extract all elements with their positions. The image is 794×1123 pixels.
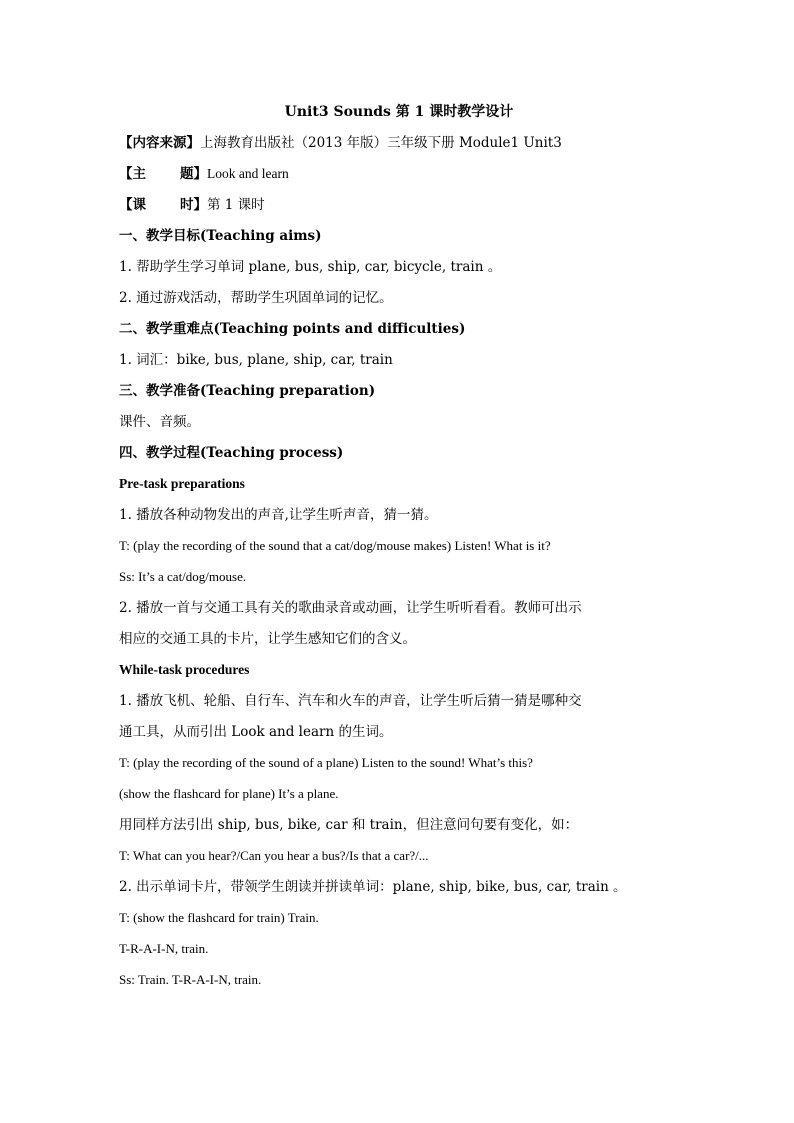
topic-label-left: 【主 bbox=[119, 166, 146, 182]
while-task-item-1-line-1: 1. 播放飞机、轮船、自行车、汽车和火车的声音，让学生听后猜一猜是哪种交 bbox=[119, 693, 582, 709]
while-task-item-1-line-2: 通工具，从而引出 Look and learn 的生词。 bbox=[119, 724, 393, 740]
topic-line bbox=[119, 163, 679, 194]
pre-task-teacher-line: T: (play the recording of the sound that a cat/dog/mouse makes) Listen! What is it? bbox=[119, 538, 551, 553]
aim-item-2: 2. 通过游戏活动，帮助学生巩固单词的记忆。 bbox=[119, 290, 393, 306]
while-task-spelling-line: T-R-A-I-N, train. bbox=[119, 941, 209, 956]
while-task-teacher-line-4: T: (show the flashcard for train) Train. bbox=[119, 910, 319, 925]
while-task-teacher-line-2: (show the flashcard for plane) It’s a plane. bbox=[119, 786, 339, 801]
topic-value: Look and learn bbox=[207, 166, 289, 181]
source-line bbox=[119, 132, 679, 163]
source-label: 【内容来源】 bbox=[119, 135, 200, 151]
pre-task-item-1: 1. 播放各种动物发出的声音,让学生听声音，猜一猜。 bbox=[119, 507, 438, 523]
while-task-teacher-line-3: T: What can you hear?/Can you hear a bus?/Is that a car?/... bbox=[119, 848, 429, 863]
section-heading-preparation: 三、教学准备(Teaching preparation) bbox=[119, 383, 376, 399]
pre-task-item-2-line-2: 相应的交通工具的卡片，让学生感知它们的含义。 bbox=[119, 631, 416, 647]
preparation-text: 课件、音频。 bbox=[119, 414, 200, 430]
section-heading-process: 四、教学过程(Teaching process) bbox=[119, 445, 344, 461]
period-value: 第 1 课时 bbox=[207, 197, 265, 213]
while-task-item-2: 2. 出示单词卡片，带领学生朗读并拼读单词：plane, ship, bike, bus, car, train 。 bbox=[119, 879, 627, 895]
aim-item-1: 1. 帮助学生学习单词 plane, bus, ship, car, bicycle, train 。 bbox=[119, 259, 502, 275]
period-line bbox=[119, 194, 679, 225]
topic-label-right: 题】 bbox=[180, 166, 207, 182]
subheading-pre-task: Pre-task preparations bbox=[119, 476, 245, 491]
pre-task-item-2-line-1: 2. 播放一首与交通工具有关的歌曲录音或动画，让学生听听看看。教师可出示 bbox=[119, 600, 582, 616]
while-task-method-line: 用同样方法引出 ship, bus, bike, car 和 train，但注意问句要有变化，如： bbox=[119, 817, 579, 833]
section-heading-key-points: 二、教学重难点(Teaching points and difficulties) bbox=[119, 321, 466, 337]
document-content bbox=[119, 101, 679, 1000]
source-value: 上海教育出版社（2013 年版）三年级下册 Module1 Unit3 bbox=[200, 135, 562, 151]
while-task-teacher-line-1: T: (play the recording of the sound of a plane) Listen to the sound! What’s this? bbox=[119, 755, 533, 770]
pre-task-students-line: Ss: It’s a cat/dog/mouse. bbox=[119, 569, 247, 584]
while-task-students-line: Ss: Train. T-R-A-I-N, train. bbox=[119, 972, 262, 987]
period-label-right: 时】 bbox=[180, 197, 207, 213]
key-point-item-1: 1. 词汇：bike, bus, plane, ship, car, train bbox=[119, 352, 393, 368]
section-heading-aims: 一、教学目标(Teaching aims) bbox=[119, 228, 322, 244]
period-label-left: 【课 bbox=[119, 197, 146, 213]
page-title: Unit3 Sounds 第 1 课时教学设计 bbox=[284, 104, 514, 120]
subheading-while-task: While-task procedures bbox=[119, 662, 250, 677]
